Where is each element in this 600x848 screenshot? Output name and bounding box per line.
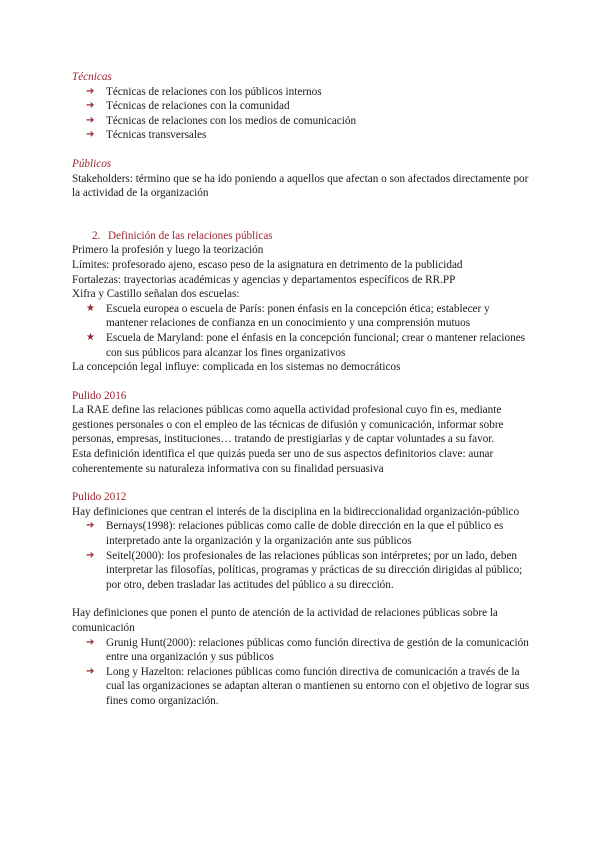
list-item: ➔ Grunig Hunt(2000): relaciones públicas como función directiva de gestión de la comunicación entre una organización y sus públicos bbox=[86, 636, 529, 664]
list-item: ➔ Seitel(2000): los profesionales de las relaciones públicas son intérpretes; por un lado, deben interpretar las filosofías, políticas, programas y prácticas de su dirección dirigidas al público; por otro, deben trasladar las actitudes del público a su dirección. bbox=[86, 549, 523, 591]
list-item: ➔ Técnicas transversales bbox=[86, 129, 207, 142]
arrow-icon: ➔ bbox=[86, 665, 95, 677]
arrow-icon: ➔ bbox=[86, 520, 95, 532]
pulido2016-paragraph: La RAE define las relaciones públicas como aquella actividad profesional cuyo fin es, mediante gestiones personales o con el empleo de las técnicas de difusión y comunicación, informar sobre personas, empresas, instituciones… tratando de prestigiarlas y de captar voluntades a su favor. bbox=[72, 404, 504, 446]
list-item: ➔ Long y Hazelton: relaciones públicas como función directiva de comunicación a través de la cual las organizaciones se adaptan alteran o mantienen su entorno con el objetivo de lograr sus fines como organización. bbox=[86, 665, 530, 707]
tecnicas-heading: Técnicas bbox=[72, 71, 112, 83]
star-icon: ★ bbox=[86, 302, 95, 314]
definicion-line: Xifra y Castillo señalan dos escuelas: bbox=[72, 288, 240, 301]
arrow-icon: ➔ bbox=[86, 114, 95, 126]
section-number: 2. bbox=[92, 229, 101, 242]
pulido2012-intro: Hay definiciones que centran el interés de la disciplina en la bidireccionalidad organización-público bbox=[72, 505, 520, 518]
tecnicas-list bbox=[72, 85, 532, 143]
list-item: ➔ Técnicas de relaciones con los públicos internos bbox=[86, 85, 322, 98]
definicion-line: Primero la profesión y luego la teorización bbox=[72, 244, 264, 257]
definicion-heading: 2. Definición de las relaciones públicas bbox=[92, 229, 273, 242]
schools-list bbox=[72, 302, 532, 360]
list-item: ★ Escuela europea o escuela de París: ponen énfasis en la concepción ética; establecer y mantener relaciones de confianza en un conocimiento y una comprensión mutuos bbox=[86, 302, 490, 330]
star-icon: ★ bbox=[86, 331, 95, 343]
arrow-icon: ➔ bbox=[86, 85, 95, 97]
pulido2012-heading: Pulido 2012 bbox=[72, 491, 127, 504]
definicion-line: Fortalezas: trayectorias académicas y agencias y departamentos específicos de RR.PP bbox=[72, 273, 456, 286]
list-item: ★ Escuela de Maryland: pone el énfasis en la concepción funcional; crear o mantener relaciones con sus públicos para alcanzar los fines organizativos bbox=[86, 331, 526, 359]
list-item: ➔ Bernays(1998): relaciones públicas como calle de doble dirección en la que el público es interpretado ante la organización y la organización ante sus públicos bbox=[86, 520, 504, 548]
arrow-icon: ➔ bbox=[86, 636, 95, 648]
list-item: ➔ Técnicas de relaciones con los medios de comunicación bbox=[86, 114, 357, 127]
definicion-line: Límites: profesorado ajeno, escaso peso de la asignatura en detrimento de la publicidad bbox=[72, 258, 463, 271]
list-item: ➔ Técnicas de relaciones con la comunidad bbox=[86, 100, 290, 113]
pulido2012-list-1 bbox=[72, 519, 532, 592]
document-page bbox=[72, 70, 532, 709]
arrow-icon: ➔ bbox=[86, 549, 95, 561]
pulido2012-intro: Hay definiciones que ponen el punto de atención de la actividad de relaciones públicas sobre la comunicación bbox=[72, 607, 498, 634]
arrow-icon: ➔ bbox=[86, 100, 95, 112]
pulido2016-heading: Pulido 2016 bbox=[72, 389, 127, 402]
publicos-text: Stakeholders: término que se ha ido poniendo a aquellos que afectan o son afectados directamente por la actividad de la organización bbox=[72, 172, 529, 200]
arrow-icon: ➔ bbox=[86, 129, 95, 141]
pulido2012-list-2 bbox=[72, 636, 532, 709]
definicion-closing: La concepción legal influye: complicada en los sistemas no democráticos bbox=[72, 361, 401, 374]
publicos-heading: Públicos bbox=[72, 157, 112, 170]
pulido2016-paragraph: Esta definición identifica el que quizás pueda ser uno de sus aspectos definitorios clave: aunar coherentemente su naturaleza informativa con su finalidad persuasiva bbox=[72, 448, 494, 475]
